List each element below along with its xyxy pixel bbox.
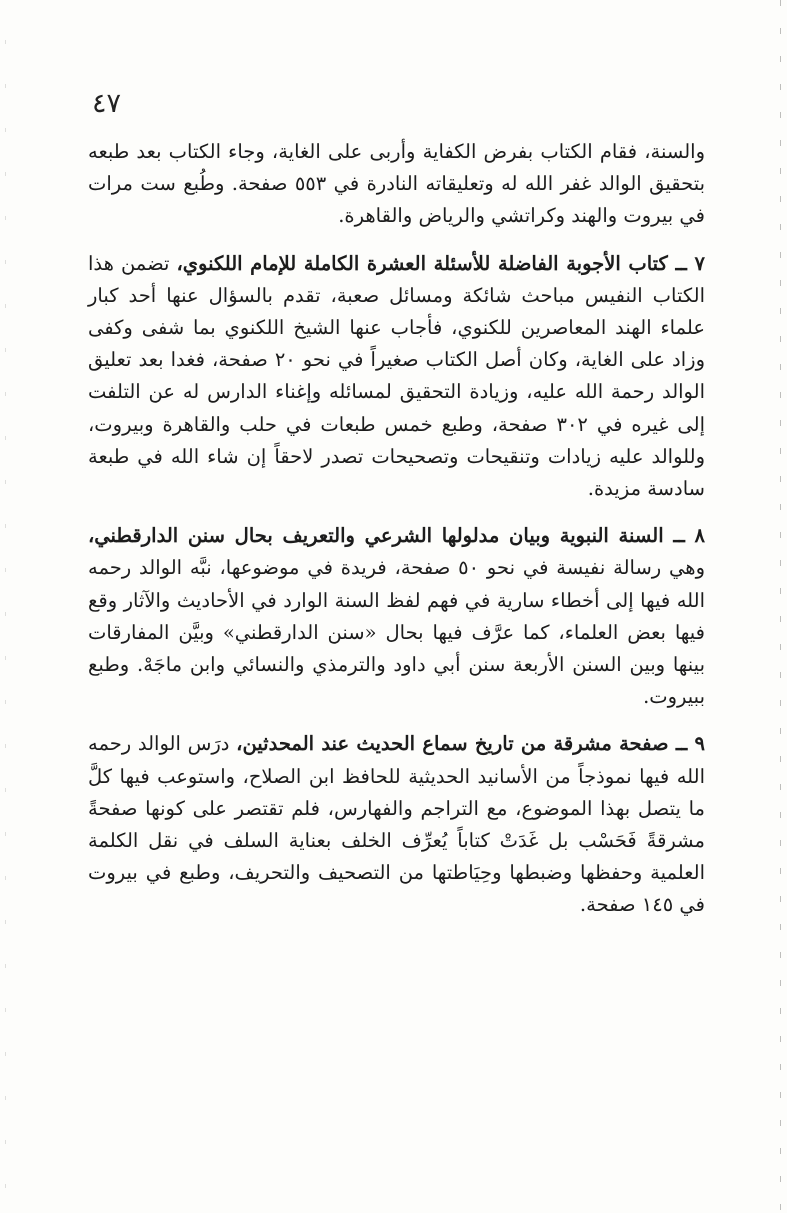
item-9-text: درَس الوالد رحمه الله فيها نموذجاً من الأسانيد الحديثية للحافظ ابن الصلاح، واستوعب فيها كلَّ ما يتصل بهذا الموضوع، مع التراجم والفهارس، فلم تقتصر على كونها صفحةً مشرقةً فَحَسْب بل غَدَتْ كتاباً يُعرِّف الخلف بعناية السلف في نقل الكلمة العلمية وحفظها وضبطها وحِيَاطتها من التصحيف والتحريف، وطبع في بيروت في ١٤٥ صفحة. xyxy=(88,732,705,917)
paragraph-item-9 xyxy=(88,728,705,921)
page-edge-shadow-left xyxy=(5,0,6,1213)
item-8-text: وهي رسالة نفيسة في نحو ٥٠ صفحة، فريدة في موضوعها، نبَّه الوالد رحمه الله فيها إلى أخطاء سارية في فهم لفظ السنة الوارد في الأحاديث والآثار وقع فيها بعض العلماء، كما عرَّف فيها بحال «سنن الدارقطني» وبيَّن المفارقات بينها وبين السنن الأربعة سنن أبي داود والترمذي والنسائي وابن ماجَهْ. وطبع ببيروت. xyxy=(88,556,705,709)
item-7-title: ٧ ــ كتاب الأجوبة الفاضلة للأسئلة العشرة الكاملة للإمام اللكنوي، xyxy=(176,251,705,275)
item-8-title: ٨ ــ السنة النبوية وبيان مدلولها الشرعي والتعريف بحال سنن الدارقطني، xyxy=(88,524,705,548)
paragraph-continuation xyxy=(88,136,705,233)
page-edge-shadow-right xyxy=(780,0,781,1213)
paragraph-item-8 xyxy=(88,520,705,713)
paragraph-text: والسنة، فقام الكتاب بفرض الكفاية وأربى على الغاية، وجاء الكتاب بعد طبعه بتحقيق الوالد غفر الله له وتعليقاته النادرة في ٥٥٣ صفحة. وطُبع ست مرات في بيروت والهند وكراتشي والرياض والقاهرة. xyxy=(88,140,706,228)
item-7-text: تضمن هذا الكتاب النفيس مباحث شائكة ومسائل صعبة، تقدم بالسؤال عنها أحد كبار علماء الهند المعاصرين للكنوي، فأجاب عنها الشيخ اللكنوي بما شفى وكفى وزاد على الغاية، وكان أصل الكتاب صغيراً في نحو ٢٠ صفحة، فغدا بعد تعليق الوالد رحمة الله عليه، وزيادة التحقيق لمسائله وإغناء الدارس له عن التلفت إلى غيره في ٣٠٢ صفحة، وطبع خمس طبعات في حلب والقاهرة وبيروت، وللوالد عليه زيادات وتنقيحات وتصحيحات تصدر لاحقاً إن شاء الله في طبعة سادسة مزيدة. xyxy=(88,251,705,501)
body-text xyxy=(88,136,705,922)
page-number: ٤٧ xyxy=(91,88,121,119)
item-9-title: ٩ ــ صفحة مشرقة من تاريخ سماع الحديث عند المحدثين، xyxy=(236,732,705,756)
paragraph-item-7 xyxy=(88,248,705,506)
